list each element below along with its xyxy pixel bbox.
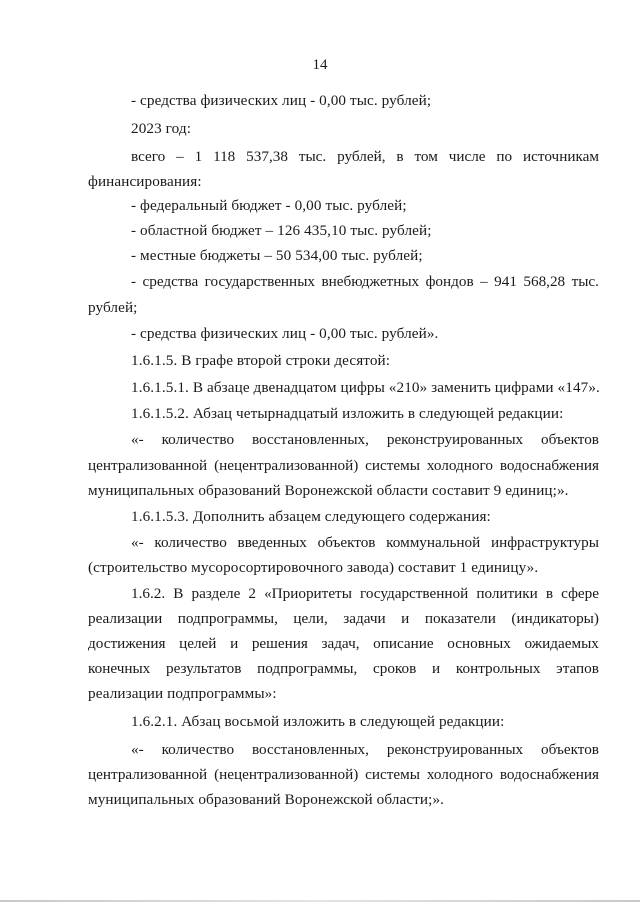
word: цели, [293, 610, 328, 627]
word: результатов [165, 660, 242, 677]
word: государственных [204, 273, 315, 290]
text-line: финансирования: [88, 173, 202, 190]
word: подпрограммы, [177, 610, 278, 627]
word: государственной [359, 585, 469, 602]
word: задач, [321, 635, 360, 652]
word: и [401, 610, 410, 627]
word: - [131, 273, 137, 290]
word: рублей, [337, 148, 386, 165]
word: разделе [191, 585, 241, 602]
text-line: - средства физических лиц - 0,00 тыс. рублей; [131, 92, 432, 109]
word: всего [131, 148, 166, 165]
text-line-justified [131, 584, 599, 604]
word: том [414, 148, 438, 165]
text-line: муниципальных образований Воронежской области составит 9 единиц;». [88, 482, 569, 499]
word: (нецентрализованной) [214, 457, 359, 474]
word: «- [131, 534, 144, 551]
text-line: - областной бюджет – 126 435,10 тыс. рублей; [131, 222, 432, 239]
text-line: 1.6.1.5.1. В абзаце двенадцатом цифры «210» заменить цифрами «147». [131, 379, 600, 396]
text-line-justified [131, 272, 599, 292]
word: 941 [494, 273, 517, 290]
word: водоснабжения [499, 457, 599, 474]
text-line: рублей; [88, 299, 138, 316]
word: внебюджетных [321, 273, 420, 290]
word: 568,28 [523, 273, 566, 290]
word: в [396, 148, 404, 165]
text-line: - федеральный бюджет - 0,00 тыс. рублей; [131, 197, 407, 214]
word: целей [179, 635, 217, 652]
word: количество [154, 534, 227, 551]
word: водоснабжения [499, 766, 599, 783]
word: конечных [88, 660, 151, 677]
word: сфере [561, 585, 599, 602]
text-line-justified [88, 609, 599, 629]
word: количество [161, 741, 235, 758]
word: объектов [541, 431, 599, 448]
text-line-justified [131, 740, 599, 760]
word: и [230, 635, 239, 652]
word: холодного [426, 457, 493, 474]
word: «- [131, 431, 144, 448]
text-line-justified [131, 430, 599, 450]
word: контрольных [455, 660, 541, 677]
text-line: (строительство мусоросортировочного завода) составит 1 единицу». [88, 559, 539, 576]
word: (индикаторы) [511, 610, 599, 627]
word: централизованной [88, 766, 208, 783]
word: В [173, 585, 184, 602]
word: системы [365, 766, 420, 783]
text-line-justified [88, 765, 599, 785]
text-line-justified [88, 634, 599, 654]
text-line: муниципальных образований Воронежской области;». [88, 791, 445, 808]
word: в [545, 585, 554, 602]
word: тыс. [571, 273, 599, 290]
word: по [496, 148, 513, 165]
word: основных [447, 635, 511, 652]
word: показатели [424, 610, 496, 627]
word: – [176, 148, 184, 165]
word: ожидаемых [524, 635, 599, 652]
text-line-justified [131, 147, 599, 167]
text-line-justified [88, 456, 599, 476]
word: задачи [343, 610, 386, 627]
text-line: - местные бюджеты – 50 534,00 тыс. рублей; [131, 247, 423, 264]
word: 1 [194, 148, 203, 165]
word: введенных [237, 534, 307, 551]
text-line: 2023 год: [131, 120, 192, 137]
word: восстановленных, [251, 431, 369, 448]
word: 118 [213, 148, 236, 165]
word: реконструированных [386, 431, 524, 448]
word: восстановленных, [251, 741, 369, 758]
word: объектов [541, 741, 599, 758]
text-line: реализации подпрограммы»: [88, 685, 277, 702]
word: средства [142, 273, 199, 290]
text-line-justified [131, 533, 599, 553]
word: описание [373, 635, 434, 652]
word: объектов [317, 534, 376, 551]
word: (нецентрализованной) [214, 766, 359, 783]
word: «- [131, 741, 144, 758]
text-line: 1.6.2.1. Абзац восьмой изложить в следующей редакции: [131, 713, 505, 730]
word: решения [251, 635, 308, 652]
word: достижения [88, 635, 166, 652]
text-line: 1.6.1.5.3. Дополнить абзацем следующего содержания: [131, 508, 491, 525]
text-line: - средства физических лиц - 0,00 тыс. рублей». [131, 325, 439, 342]
word: – [480, 273, 488, 290]
word: политики [476, 585, 538, 602]
word: инфраструктуры [490, 534, 599, 551]
page-number: 14 [312, 57, 328, 73]
word: подпрограммы, [257, 660, 358, 677]
word: реконструированных [386, 741, 524, 758]
word: системы [365, 457, 420, 474]
word: коммунальной [386, 534, 481, 551]
word: числе [448, 148, 486, 165]
word: реализации [88, 610, 163, 627]
word: холодного [426, 766, 493, 783]
word: 1.6.2. [131, 585, 166, 602]
word: фондов [425, 273, 474, 290]
text-line: 1.6.1.5. В графе второй строки десятой: [131, 352, 391, 369]
word: этапов [556, 660, 599, 677]
word: сроков [372, 660, 417, 677]
word: тыс. [298, 148, 327, 165]
word: и [432, 660, 441, 677]
word: 2 [248, 585, 256, 602]
word: количество [161, 431, 235, 448]
word: 537,38 [246, 148, 288, 165]
text-line-justified [88, 659, 599, 679]
text-line: 1.6.1.5.2. Абзац четырнадцатый изложить в следующей редакции: [131, 405, 564, 422]
word: «Приоритеты [264, 585, 352, 602]
word: централизованной [88, 457, 208, 474]
word: источникам [523, 148, 599, 165]
